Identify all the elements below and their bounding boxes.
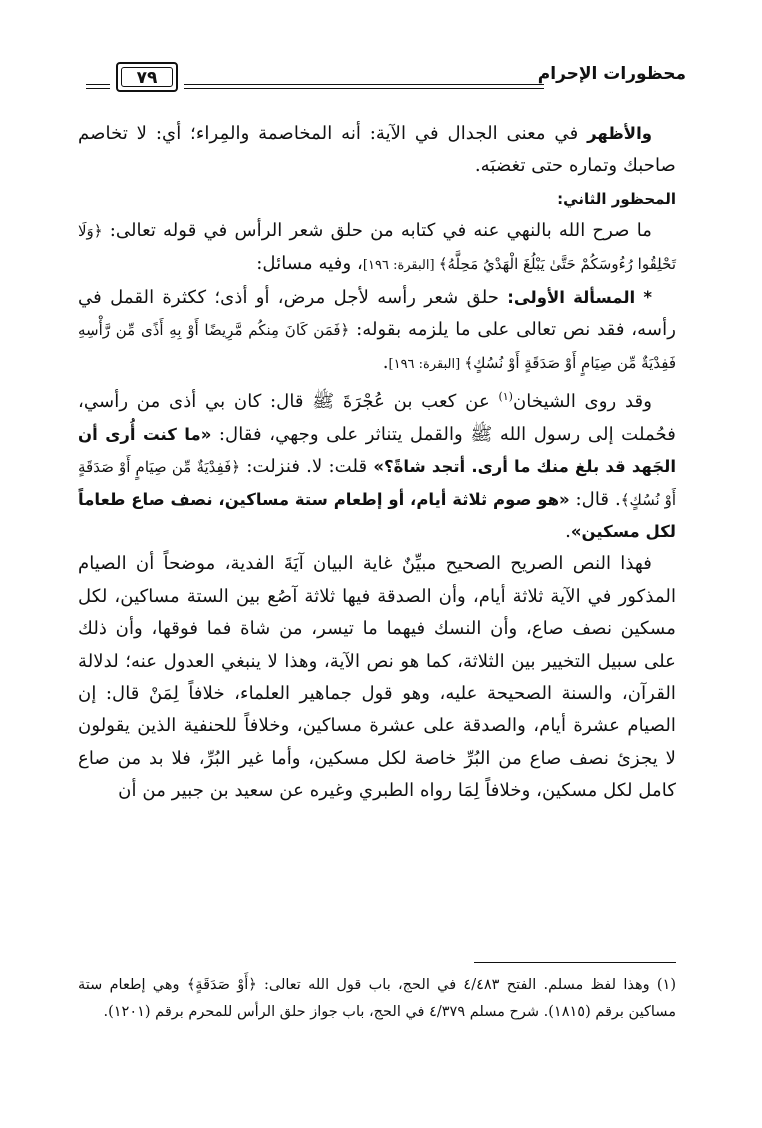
bold-term: والأظهر: [587, 124, 652, 143]
running-header: [86, 62, 686, 98]
text: .: [565, 520, 571, 542]
quran-verse: ﴿وَلَا تَحْلِقُوا رُءُوسَكُمْ حَتَّىٰ يَبْلُغَ الْهَدْيُ مَحِلَّهُ﴾: [78, 222, 676, 273]
hadith-quote: «ما كنت أُرى أن الجَهد قد بلغ منك ما أرى. أتجد شاةً؟»: [78, 424, 676, 477]
header-rule: [86, 88, 110, 89]
page-number-frame: [116, 62, 178, 92]
text: . قال:: [569, 488, 621, 510]
text: (١) وهذا لفظ مسلم. الفتح ٤/٤٨٣ في الحج، باب قول الله تعالى:: [256, 977, 677, 993]
footnote-marker[interactable]: (١): [498, 390, 513, 404]
footnotes: [78, 972, 676, 1026]
quran-verse: ﴿فَمَن كَانَ مِنكُم مَّرِيضًا أَوْ بِهِ أَذًى مِّن رَّأْسِهِ فَفِدْيَةٌ مِّن صِيَامٍ أَوْ صَدَقَةٍ أَوْ نُسُكٍ﴾: [78, 321, 676, 372]
quran-verse: ﴿فَفِدْيَةٌ مِّن صِيَامٍ أَوْ صَدَقَةٍ أَوْ نُسُكٍ﴾: [78, 458, 676, 509]
paragraph: [78, 282, 676, 381]
header-rule: [86, 84, 110, 85]
footnote: [78, 972, 676, 1026]
footnote-separator: [474, 962, 676, 963]
text: وقد روى الشيخان: [512, 391, 652, 413]
subheading: [78, 183, 676, 215]
main-text: [78, 118, 676, 808]
text: في معنى الجدال في الآية: أنه المخاصمة والمِراء؛ أي: لا تخاصم صاحبك وتماره حتى تغضبَه.: [78, 123, 676, 177]
text: ما صرح الله بالنهي عنه في كتابه من حلق شعر الرأس في قوله تعالى:: [102, 220, 652, 242]
text: عن كعب بن عُجْرَةَ ﷺ قال: كان بي أذى من رأسي، فحُملت إلى رسول الله ﷺ والقمل يتناثر على وجهي، فقال:: [78, 391, 676, 445]
text: ، وفيه مسائل:: [256, 252, 363, 274]
issue-heading: * المسألة الأولى:: [507, 288, 652, 308]
section-heading: المحظور الثاني:: [557, 189, 676, 208]
paragraph: [78, 215, 676, 282]
page-number: ٧٩: [121, 67, 173, 87]
header-rule: [184, 88, 544, 89]
header-title: محظورات الإحرام: [537, 64, 686, 84]
verse-reference: [البقرة: ١٩٦]: [388, 356, 465, 372]
text: .: [382, 351, 389, 373]
text: حلق شعر رأسه لأجل مرض، أو أذى؛ ككثرة القمل في رأسه، فقد نص تعالى على ما يلزمه بقوله:: [78, 287, 676, 341]
paragraph: فهذا النص الصريح الصحيح مبيِّنٌ غاية البيان آيَةَ الفدية، موضحاً أن الصيام المذكور في الآية ثلاثة أيام، وأن الصدقة فيها ثلاثة آصُع بين الستة مساكين، لكل مسكين نصف صاع، وأن النسك فيهما ما تيسر، من شاة فما فوقها، وأن ذلك على سبيل التخيير بين الثلاثة، كما هو نص الآية، وهذا لا ينبغي العدول عنه؛ لدلالة القرآن، والسنة الصحيحة عليه، وهو قول جماهير العلماء، خلافاً لِمَنْ قال: إن الصيام عشرة أيام، والصدقة على عشرة مساكين، وخلافاً للحنفية الذين يقولون لا يجزئ نصف صاع من البُرِّ خاصة لكل مسكين، وأما غير البُرِّ، فلا بد من صاع كامل لكل مسكين، وخلافاً لِمَا رواه الطبري وغيره عن سعيد بن جبير من أن: [78, 553, 676, 802]
header-rule: [184, 84, 544, 85]
text: وهي إطعام ستة مساكين برقم (١٨١٥). شرح مسلم ٤/٣٧٩ في الحج، باب جواز حلق الرأس للمحرم برقم (١٢٠١).: [78, 977, 676, 1020]
paragraph: [78, 381, 676, 548]
text: قلت: لا. فنزلت:: [240, 456, 374, 478]
verse-reference: [البقرة: ١٩٦]: [362, 257, 439, 273]
hadith-quote: «هو صوم ثلاثة أيام، أو إطعام ستة مساكين، نصف صاع طعاماً لكل مسكين»: [78, 489, 676, 541]
paragraph: [78, 118, 676, 183]
quran-verse: ﴿أَوْ صَدَقَةٍ﴾: [186, 977, 257, 993]
